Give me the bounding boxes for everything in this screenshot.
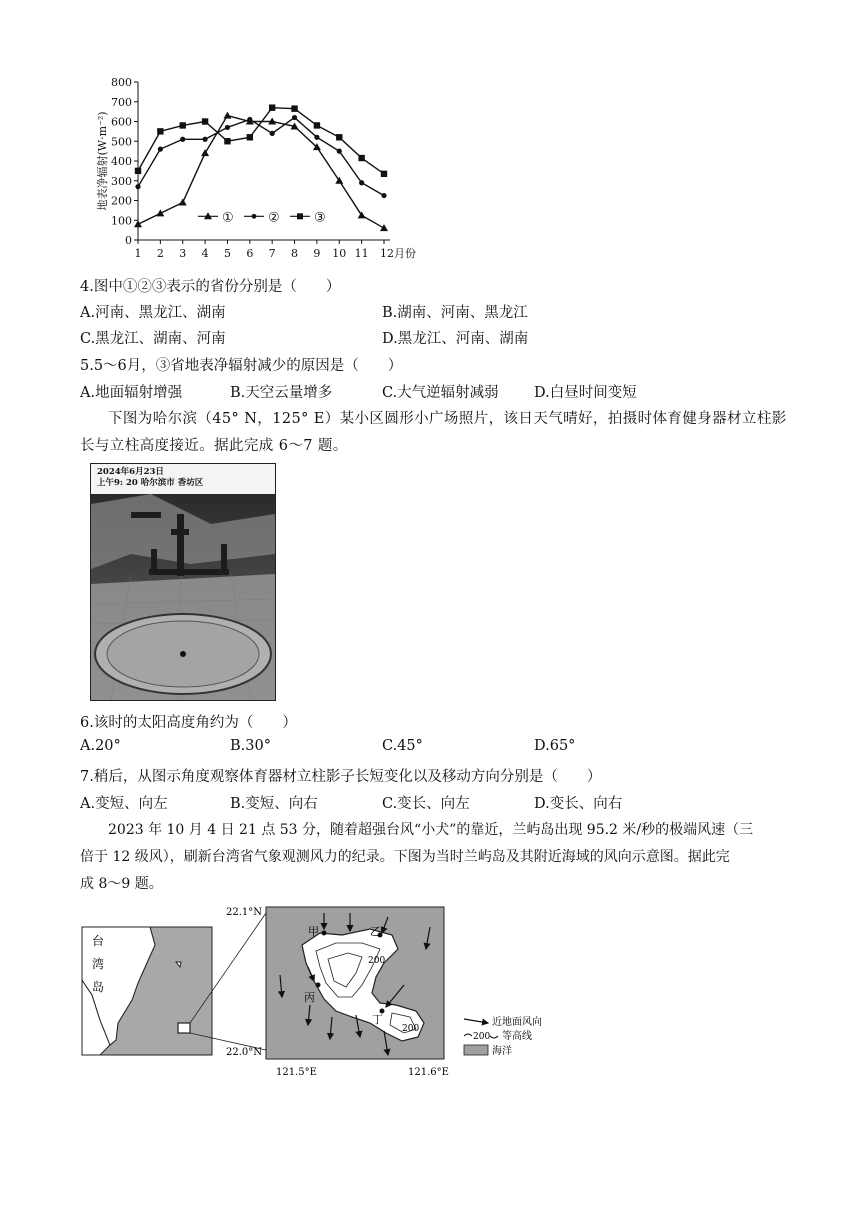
q5-option-a[interactable]: A.地面辐射增强 xyxy=(80,385,183,401)
y-tick-label: 0 xyxy=(125,234,132,247)
intro-6-7-line1: 下图为哈尔滨（45° N，125° E）某小区圆形小广场照片，该日天气晴好，拍摄时体育健身器材立柱影 xyxy=(108,411,787,427)
y-tick-label: 600 xyxy=(111,115,132,129)
q5-option-c[interactable]: C.大气逆辐射减弱 xyxy=(382,385,499,401)
q5-option-d[interactable]: D.白昼时间变短 xyxy=(534,385,637,401)
taiwan-label-1: 台 xyxy=(92,934,105,948)
series-2-point xyxy=(314,135,319,140)
series-2-point xyxy=(135,184,140,189)
legend-contour-symbol xyxy=(464,1034,472,1036)
x-tick-label: 2 xyxy=(156,247,164,260)
q7-option-d[interactable]: D.变长、向右 xyxy=(534,796,623,812)
x-tick-label: 9 xyxy=(313,247,321,260)
series-2-point xyxy=(158,147,163,152)
point-jia-marker xyxy=(322,931,327,936)
series-2-point xyxy=(202,137,207,142)
legend-ocean-swatch xyxy=(464,1045,488,1055)
legend-marker-2 xyxy=(252,214,257,219)
series-3-point xyxy=(202,118,208,124)
taiwan-label-3: 岛 xyxy=(92,980,105,994)
series-3-point xyxy=(381,171,387,177)
q5-option-b[interactable]: B.天空云量增多 xyxy=(230,385,333,401)
x-tick-label: 8 xyxy=(291,247,299,260)
lon-left-label: 121.5°E xyxy=(276,1067,317,1078)
contour-label-200-south: 200 xyxy=(402,1024,420,1034)
q6-stem: 6.该时的太阳高度角约为（ ） xyxy=(80,715,297,731)
intro-8-9-line1: 2023 年 10 月 4 日 21 点 53 分，随着超强台风“小犬”的靠近，兰屿岛出现 95.2 米/秒的极端风速（三 xyxy=(108,822,754,838)
series-3-point xyxy=(247,134,253,140)
q7-stem: 7.稍后，从图示角度观察体育器材立柱影子长短变化以及移动方向分别是（ ） xyxy=(80,769,602,785)
x-tick-label: 7 xyxy=(268,247,276,260)
map-legend xyxy=(464,1015,542,1057)
point-bing-label: 丙 xyxy=(304,991,315,1004)
x-tick-label: 5 xyxy=(223,247,231,260)
x-tick-label: 1 xyxy=(134,247,142,260)
series-2-point xyxy=(225,125,230,130)
legend-wind-label: 近地面风向 xyxy=(492,1017,542,1028)
point-jia-label: 甲 xyxy=(308,925,319,938)
series-line-1 xyxy=(138,116,384,229)
series-line-3 xyxy=(138,108,384,174)
legend-wind-arrow xyxy=(464,1019,488,1023)
y-tick-label: 300 xyxy=(111,174,132,188)
contour-label-200-north: 200 xyxy=(368,956,386,966)
y-tick-label: 400 xyxy=(111,155,132,168)
series-1-point xyxy=(380,224,388,231)
series-3-point xyxy=(314,122,320,128)
q5-stem: 5.5～6月，③省地表净辐射减少的原因是（ ） xyxy=(80,358,403,374)
legend-ocean-label: 海洋 xyxy=(492,1046,512,1057)
series-1-point xyxy=(201,149,209,156)
series-2-point xyxy=(337,149,342,154)
intro-6-7-line2: 长与立柱高度接近。据此完成 6～7 题。 xyxy=(80,438,348,454)
legend-label-1: ① xyxy=(222,210,234,226)
y-axis-title: 地表净辐射(W·m⁻²) xyxy=(96,111,109,211)
x-tick-label: 6 xyxy=(246,247,254,260)
lat-bottom-label: 22.0°N xyxy=(226,1047,263,1058)
q7-option-b[interactable]: B.变短、向右 xyxy=(230,796,318,812)
series-line-2 xyxy=(138,118,384,196)
series-3-point xyxy=(157,128,163,134)
photo-place: 上午9: 20 哈尔滨市 香坊区 xyxy=(97,478,204,488)
series-2-point xyxy=(359,180,364,185)
x-tick-label: 11 xyxy=(354,247,369,260)
legend-label-3: ③ xyxy=(314,210,326,226)
series-3-point xyxy=(180,122,186,128)
y-tick-label: 700 xyxy=(111,95,132,109)
series-1-point xyxy=(156,209,164,216)
square-photo xyxy=(90,463,276,701)
series-1-point xyxy=(223,112,231,119)
net-radiation-line-chart xyxy=(70,68,416,268)
q4-stem: 4.图中①②③表示的省份分别是（ ） xyxy=(80,279,341,295)
series-3-point xyxy=(224,138,230,144)
legend-label-2: ② xyxy=(268,210,280,226)
center-marker xyxy=(180,651,186,657)
series-2-point xyxy=(381,193,386,198)
series-3-point xyxy=(358,155,364,161)
q4-option-a[interactable]: A.河南、黑龙江、湖南 xyxy=(80,305,226,321)
series-1-point xyxy=(358,211,366,218)
legend-marker-3 xyxy=(297,213,303,219)
series-3-point xyxy=(336,134,342,140)
x-tick-label: 12月份 xyxy=(380,247,416,260)
series-2-point xyxy=(247,117,252,122)
q6-option-a[interactable]: A.20° xyxy=(80,738,121,754)
y-tick-label: 100 xyxy=(111,214,132,228)
point-bing-marker xyxy=(316,983,321,988)
q4-option-d[interactable]: D.黑龙江、河南、湖南 xyxy=(382,331,529,347)
legend-contour-label: 等高线 xyxy=(502,1031,532,1042)
q6-option-c[interactable]: C.45° xyxy=(382,738,423,754)
y-tick-label: 200 xyxy=(111,194,132,208)
series-3-point xyxy=(291,105,297,111)
lon-right-label: 121.6°E xyxy=(408,1067,449,1078)
intro-8-9-line3: 成 8～9 题。 xyxy=(80,876,163,892)
q4-option-c[interactable]: C.黑龙江、湖南、河南 xyxy=(80,331,226,347)
point-ding-label: 丁 xyxy=(372,1013,383,1026)
legend-contour-value: 200 xyxy=(473,1032,491,1042)
q4-option-b[interactable]: B.湖南、河南、黑龙江 xyxy=(382,305,528,321)
x-tick-label: 4 xyxy=(201,247,209,260)
y-tick-label: 800 xyxy=(111,76,132,89)
series-2-point xyxy=(292,115,297,120)
series-2-point xyxy=(180,137,185,142)
series-2-point xyxy=(270,131,275,136)
intro-8-9-line2: 倍于 12 级风），刷新台湾省气象观测风力的纪录。下图为当时兰屿岛及其附近海域的风向示意图。据此完 xyxy=(80,849,730,865)
photo-caption xyxy=(91,464,275,494)
q6-option-d[interactable]: D.65° xyxy=(534,738,576,754)
point-yi-label: 乙 xyxy=(370,925,381,938)
x-tick-label: 10 xyxy=(332,247,347,260)
photo-date: 2024年6月23日 xyxy=(97,467,164,477)
taiwan-label-2: 湾 xyxy=(92,957,105,971)
series-3-point xyxy=(269,104,275,110)
series-3-point xyxy=(135,168,141,174)
y-tick-label: 500 xyxy=(111,135,132,149)
q7-option-a[interactable]: A.变短、向左 xyxy=(80,796,168,812)
lat-top-label: 22.1°N xyxy=(226,907,263,918)
q6-option-b[interactable]: B.30° xyxy=(230,738,271,754)
lanyu-wind-map xyxy=(80,905,560,1085)
series-1-point xyxy=(134,220,142,227)
series-1-point xyxy=(179,198,187,205)
lanyu-locator-box xyxy=(178,1023,190,1033)
x-tick-label: 3 xyxy=(179,247,187,260)
photo-scene xyxy=(91,494,275,700)
q7-option-c[interactable]: C.变长、向左 xyxy=(382,796,470,812)
